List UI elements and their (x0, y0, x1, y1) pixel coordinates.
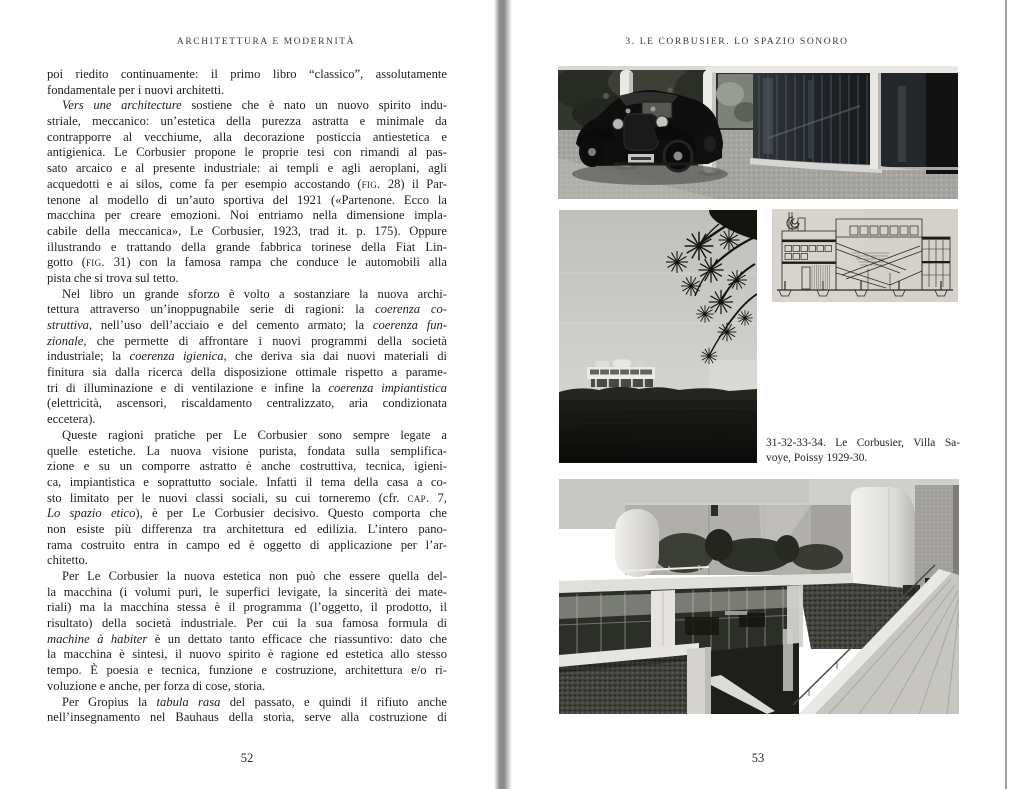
text-line: risultato) della società industriale. Per cui la sua famosa formula di (47, 616, 447, 631)
page-edge-line (1005, 0, 1007, 789)
text-line: acquedotti e ai silos, come fa per esempio accostando (fig. 28) il Par- (47, 176, 447, 191)
text-line: Per Le Corbusier la nuova estetica non può che essere quella del- (62, 569, 447, 583)
text-line: cabile della meccanica», Le Corbusier, 1923, trad it. p. 175). Oppure (47, 223, 447, 238)
text-line: striale, meccanico: un’estetica della purezza astratta e minimale da (47, 114, 447, 129)
text-line: eccetera). (47, 412, 96, 427)
figure-photo-roof-ramp (559, 479, 959, 714)
text-line: contrapporre al vecchiume, alla decorazione posticcia antiestetica e (47, 129, 447, 144)
text-line: illustrando e trattando della grande fabbrica torinese della Fiat Lin- (47, 239, 447, 254)
page-number-right: 53 (751, 751, 765, 765)
text-line: non esiste più differenza tra architettura ed edilizia. L’intero pano- (47, 521, 447, 536)
figure-photo-meadow (559, 210, 757, 463)
text-line: (elettricità, ascensori, riscaldamento centralizzato, aria condizionata (47, 396, 447, 411)
figure-drawing-section (772, 209, 958, 302)
text-line: antigienica. Le Corbusier propone le proprie tesi con rimandi al pas- (47, 145, 447, 160)
text-line: pista che si trova sul tetto. (47, 270, 179, 285)
page-number-left: 52 (240, 751, 254, 765)
text-line: zione e su un comporre astratto è anche costruttiva, tecnica, igieni- (47, 459, 447, 474)
running-head-left: ARCHITETTURA E MODERNITÀ (176, 37, 356, 47)
text-line: quelle estetiche. La nuova visione purista, fondata sulla semplifica- (47, 443, 447, 458)
caption-line: 31-32-33-34. Le Corbusier, Villa Sa- (766, 437, 960, 449)
text-line: fondamentale per i nuovi architetti. (47, 82, 225, 97)
text-line: chitetto. (47, 553, 88, 568)
text-line: ca, impiantistica e soprattutto sociale. Infatti il tema della casa a co- (47, 474, 447, 489)
running-head-right: 3. LE CORBUSIER. LO SPAZIO SONORO (625, 37, 849, 47)
text-line: Vers une architecture sostiene che è nato un nuovo spirito indu- (62, 98, 447, 113)
body-text (47, 67, 447, 726)
figure-caption (766, 436, 960, 465)
text-line: Per Gropius la tabula rasa del passato, e quindi il rifiuto anche (62, 694, 447, 709)
text-line: zionale, che permette di affrontare i nuovi programmi della società (47, 333, 447, 348)
text-line: tenone al modello di un’auto sportiva del 1921 («Partenone. Ecco la (47, 192, 447, 207)
text-line: la macchina è sintesi, il nuovo spirito è ragione ed estetica allo stesso (47, 647, 447, 662)
text-line: rama costruito entra in campo ed è oggetto di applicazione per l’ar- (47, 537, 447, 552)
text-line: sato arcaico e al presente industriale: ai templi e agli aeroplani, agli (47, 161, 447, 176)
text-line: riali) ma la macchina stessa è il programma (l’oggetto, il prodotto, il (47, 600, 447, 615)
text-line: machine à habiter è un dettato tanto efficace che riassuntivo: dato che (47, 631, 448, 646)
text-line: nell’insegnamento nel Bauhaus della storia, serve alla costruzione di (47, 710, 447, 725)
text-line: voluzione e anche, per forza di cose, storia. (47, 678, 266, 693)
text-line: tempo. È poesia e tecnica, funzione e costruzione, architettura e/o ri- (47, 663, 447, 678)
text-line: struttiva, nell’uso dell’acciaio e del cemento armato; la coerenza fun- (47, 318, 447, 332)
text-line: Nel libro un grande sforzo è volto a sostanziare la nuova archi- (62, 286, 447, 301)
text-line: finitura sia dalla ricerca della disposizione ottimale rispetto a parame- (47, 365, 447, 380)
text-line: tri di illuminazione e di ventilazione e infine la coerenza impiantistica (47, 380, 447, 395)
text-line: tettura attraverso un’inoppugnabile serie di ragioni: la coerenza co- (47, 302, 447, 317)
gutter-shadow (494, 0, 512, 789)
text-line: macchina per creare emozioni. Noi entriamo nella dimensione impla- (47, 208, 447, 223)
text-line: poi riedito continuamente: il primo libro “classico”, assolutamente (47, 67, 447, 81)
left-page (0, 0, 497, 789)
caption-line: voye, Poissy 1929-30. (766, 451, 868, 464)
text-line: Queste ragioni pratiche per Le Corbusier sono sempre legate a (62, 427, 447, 442)
text-line: Lo spazio etico), è per Le Corbusier decisivo. Questo comporta che (47, 506, 448, 521)
text-line: la macchina (i volumi puri, le superfici levigate, la sincerità dei mate- (47, 584, 447, 599)
text-line: gotto (fig. 31) con la famosa rampa che conduce le automobili alla (47, 255, 447, 270)
figure-photo-car-entrance (558, 66, 958, 199)
text-line: industriale; la coerenza igienica, che deriva sia dai nuovi materiali di (47, 349, 447, 364)
text-line: sto limitato per le nuovi classi sociali, su cui torneremo (cfr. cap. 7, (47, 490, 448, 505)
